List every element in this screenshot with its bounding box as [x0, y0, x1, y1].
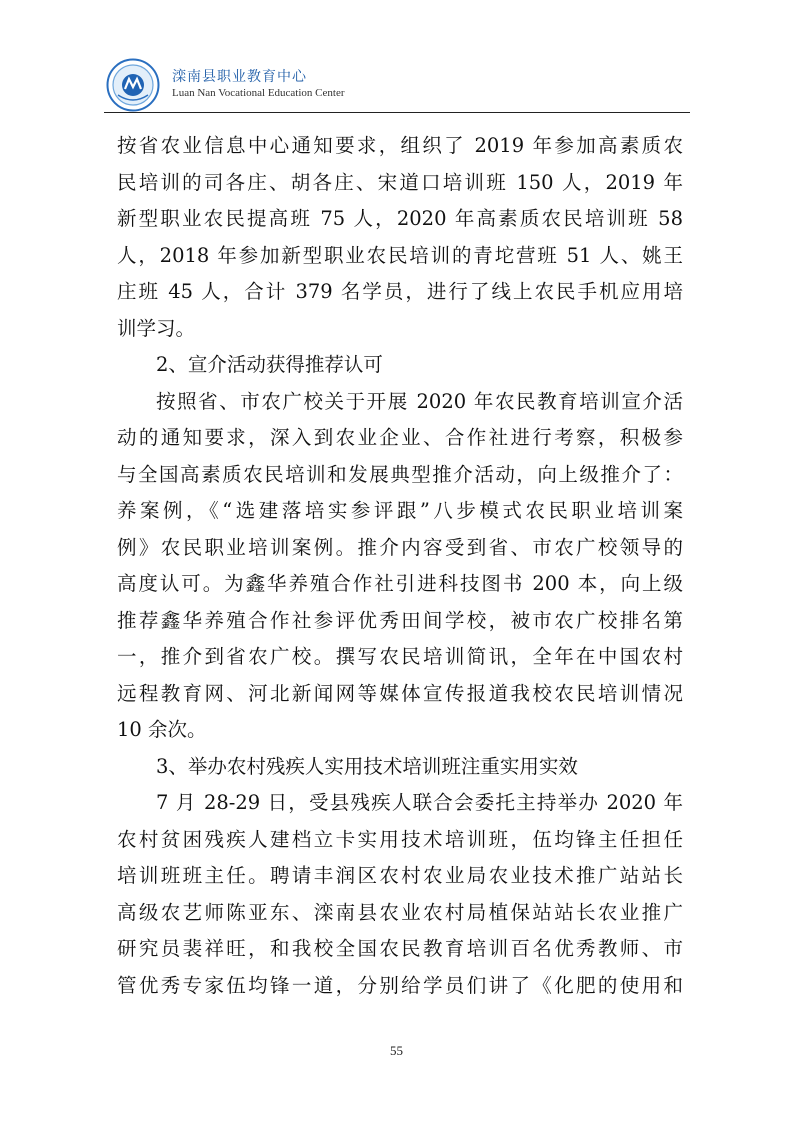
text-line: 远程教育网、河北新闻网等媒体宣传报道我校农民培训情况 [117, 681, 683, 705]
school-seal-icon [106, 58, 160, 112]
text-line: 训学习。 [117, 316, 196, 340]
text-line: 民培训的司各庄、胡各庄、宋道口培训班 150 人，2019 年 [117, 170, 683, 194]
org-name-en: Luan Nan Vocational Education Center [172, 87, 345, 99]
text-line: 动的通知要求，深入到农业企业、合作社进行考察，积极参 [117, 426, 683, 449]
text-line: 人，2018 年参加新型职业农民培训的青坨营班 51 人、姚王 [117, 243, 683, 267]
text-line: 高度认可。为鑫华养殖合作社引进科技图书 200 本，向上级 [117, 572, 683, 595]
text-line: 按照省、市农广校关于开展 2020 年农民教育培训宣介活 [156, 389, 683, 413]
text-line: 新型职业农民提高班 75 人，2020 年高素质农民培训班 58 [117, 207, 683, 230]
text-line: 农村贫困残疾人建档立卡实用技术培训班，伍均锋主任担任 [117, 827, 683, 851]
text-line: 庄班 45 人，合计 379 名学员，进行了线上农民手机应用培 [117, 280, 683, 303]
text-line: 高级农艺师陈亚东、滦南县农业农村局植保站站长农业推广 [117, 900, 683, 924]
text-line: 按省农业信息中心通知要求，组织了 2019 年参加高素质农 [117, 134, 683, 157]
text-line: 推荐鑫华养殖合作社参评优秀田间学校，被市农广校排名第 [117, 608, 683, 632]
text-line: 例》农民职业培训案例。推介内容受到省、市农广校领导的 [117, 535, 683, 559]
page-header [100, 56, 700, 118]
section-heading: 2、宣介活动获得推荐认可 [156, 353, 383, 376]
text-line: 养案例，《“选建落培实参评跟”八步模式农民职业培训案 [117, 499, 683, 522]
text-line: 7 月 28-29 日，受县残疾人联合会委托主持举办 2020 年 [156, 791, 683, 814]
text-line: 一，推介到省农广校。撰写农民培训简讯，全年在中国农村 [117, 645, 683, 668]
text-line: 培训班班主任。聘请丰润区农村农业局农业技术推广站站长 [117, 864, 683, 887]
text-line: 与全国高素质农民培训和发展典型推介活动，向上级推介了： [117, 462, 683, 486]
header-divider [104, 112, 690, 113]
text-line: 研究员裴祥旺，和我校全国农民教育培训百名优秀教师、市 [117, 937, 683, 960]
text-line: 10 余次。 [117, 718, 207, 741]
org-name-cn: 滦南县职业教育中心 [172, 69, 307, 85]
page-body [117, 128, 683, 1004]
text-line: 管优秀专家伍均锋一道，分别给学员们讲了《化肥的使用和 [117, 973, 683, 997]
page-number: 55 [390, 1043, 403, 1058]
section-heading: 3、举办农村残疾人实用技术培训班注重实用实效 [156, 754, 578, 778]
